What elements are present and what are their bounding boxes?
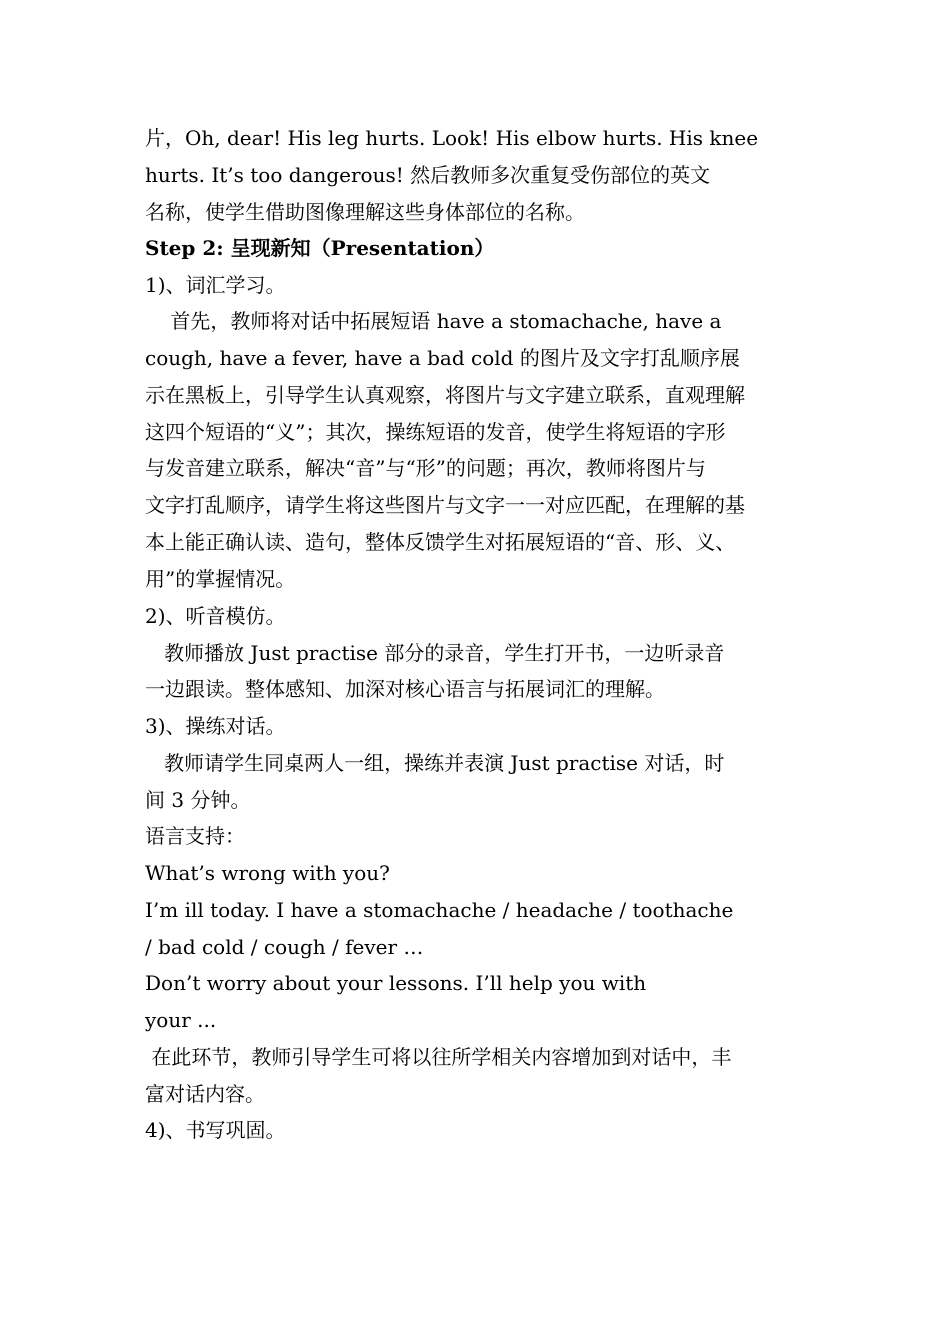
- dialogue-line: What’s wrong with you?: [145, 861, 390, 885]
- dialogue-line: Don’t worry about your lessons. I’ll help you with: [145, 971, 647, 995]
- dialogue-line: your ...: [145, 1008, 217, 1032]
- paragraph-line: hurts. It’s too dangerous! 然后教师多次重复受伤部位的英文: [145, 163, 711, 187]
- paragraph-line: 名称，使学生借助图像理解这些身体部位的名称。: [145, 200, 585, 224]
- paragraph-line: cough, have a fever, have a bad cold 的图片及文字打乱顺序展: [145, 346, 740, 370]
- paragraph-line: 本上能正确认读、造句，整体反馈学生对拓展短语的“音、形、义、: [145, 530, 736, 554]
- subsection-heading: 4)、书写巩固。: [145, 1118, 286, 1142]
- subsection-heading: 3)、操练对话。: [145, 714, 286, 738]
- paragraph-line: 一边跟读。整体感知、加深对核心语言与拓展词汇的理解。: [145, 677, 665, 701]
- paragraph-line: 用”的掌握情况。: [145, 567, 296, 591]
- paragraph-line: 示在黑板上，引导学生认真观察，将图片与文字建立联系，直观理解: [145, 383, 745, 407]
- paragraph-line: 教师播放 Just practise 部分的录音，学生打开书，一边听录音: [145, 641, 725, 665]
- paragraph-line: 文字打乱顺序，请学生将这些图片与文字一一对应匹配，在理解的基: [145, 493, 745, 517]
- subsection-heading: 1)、词汇学习。: [145, 273, 286, 297]
- paragraph-line: 间 3 分钟。: [145, 788, 251, 812]
- paragraph-line: 与发音建立联系，解决“音”与“形”的问题；再次，教师将图片与: [145, 456, 706, 480]
- paragraph-line: 首先，教师将对话中拓展短语 have a stomachache, have a: [145, 309, 722, 333]
- paragraph-line: 教师请学生同桌两人一组，操练并表演 Just practise 对话，时: [145, 751, 725, 775]
- dialogue-line: I’m ill today. I have a stomachache / headache / toothache: [145, 898, 734, 922]
- paragraph-line: 这四个短语的“义”；其次，操练短语的发音，使学生将短语的字形: [145, 420, 726, 444]
- paragraph-line: 语言支持：: [145, 824, 245, 848]
- dialogue-line: / bad cold / cough / fever …: [145, 935, 424, 959]
- paragraph-line: 片，Oh, dear! His leg hurts. Look! His elbow hurts. His knee: [145, 126, 759, 150]
- paragraph-line: 富对话内容。: [145, 1082, 265, 1106]
- paragraph-line: 在此环节，教师引导学生可将以往所学相关内容增加到对话中，丰: [145, 1045, 732, 1069]
- section-heading: Step 2: 呈现新知（Presentation）: [145, 236, 495, 260]
- subsection-heading: 2)、听音模仿。: [145, 604, 286, 628]
